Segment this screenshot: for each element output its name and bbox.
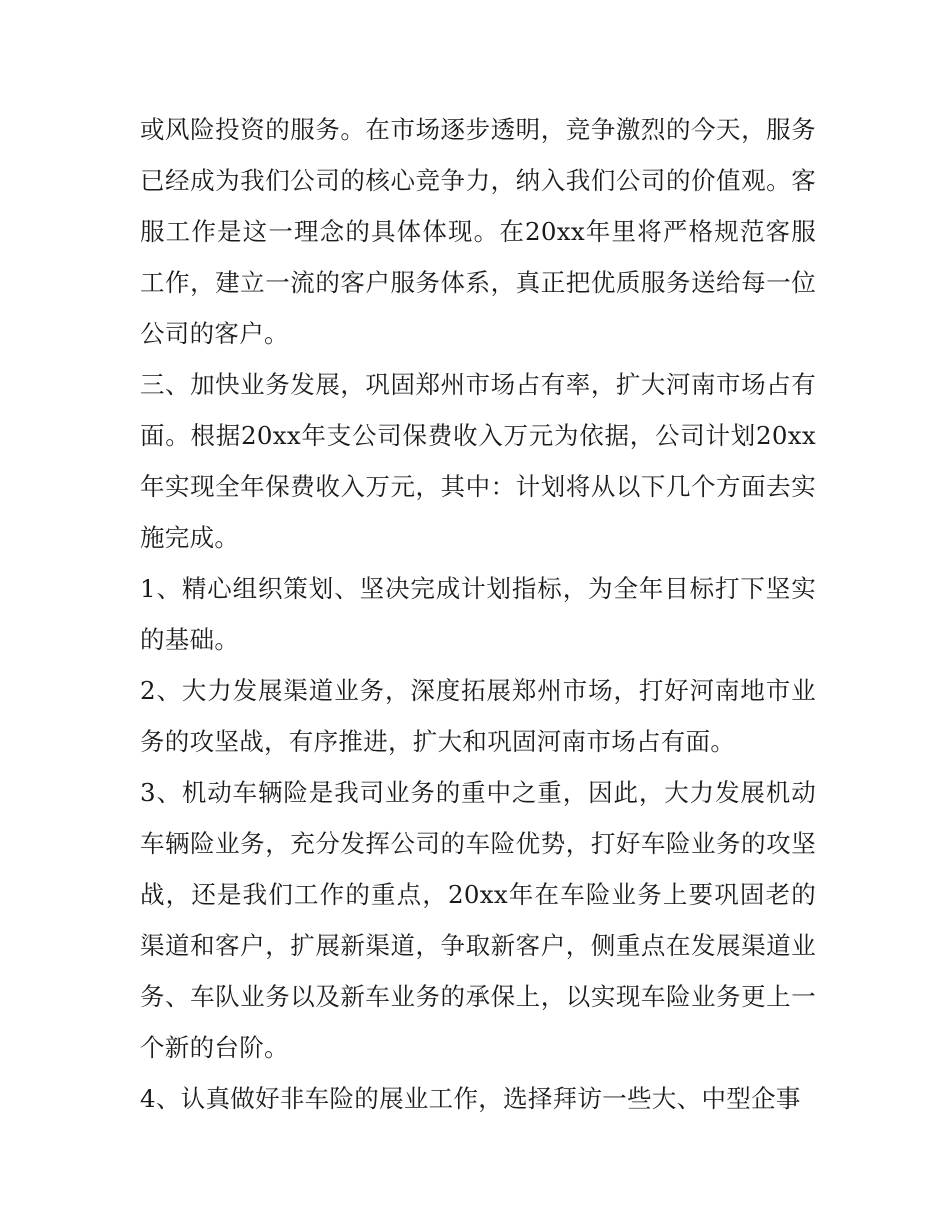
- paragraph-item-4: 4、认真做好非车险的展业工作，选择拜访一些大、中型企事: [140, 1084, 801, 1113]
- paragraph-service: 或风险投资的服务。在市场逐步透明，竞争激烈的今天，服务已经成为我们公司的核心竞争力，纳入我们公司的价值观。客服工作是这一理念的具体体现。在20xx年里将严格规范客服工作，建立一流的客户服务体系，真正把优质服务送给每一位公司的客户。: [140, 115, 816, 348]
- document-body: [140, 104, 816, 1124]
- paragraph-section-three: 三、加快业务发展，巩固郑州市场占有率，扩大河南市场占有面。根据20xx年支公司保费收入万元为依据，公司计划20xx年实现全年保费收入万元，其中：计划将从以下几个方面去实施完成。: [140, 370, 816, 552]
- paragraph-item-1: 1、精心组织策划、坚决完成计划指标，为全年目标打下坚实的基础。: [140, 574, 816, 654]
- paragraph-item-3: 3、机动车辆险是我司业务的重中之重，因此，大力发展机动车辆险业务，充分发挥公司的车险优势，打好车险业务的攻坚战，还是我们工作的重点，20xx年在车险业务上要巩固老的渠道和客户，扩展新渠道，争取新客户，侧重点在发展渠道业务、车队业务以及新车业务的承保上，以实现车险业务更上一个新的台阶。: [140, 778, 816, 1062]
- paragraph-item-2: 2、大力发展渠道业务，深度拓展郑州市场，打好河南地市业务的攻坚战，有序推进，扩大和巩固河南市场占有面。: [140, 676, 816, 756]
